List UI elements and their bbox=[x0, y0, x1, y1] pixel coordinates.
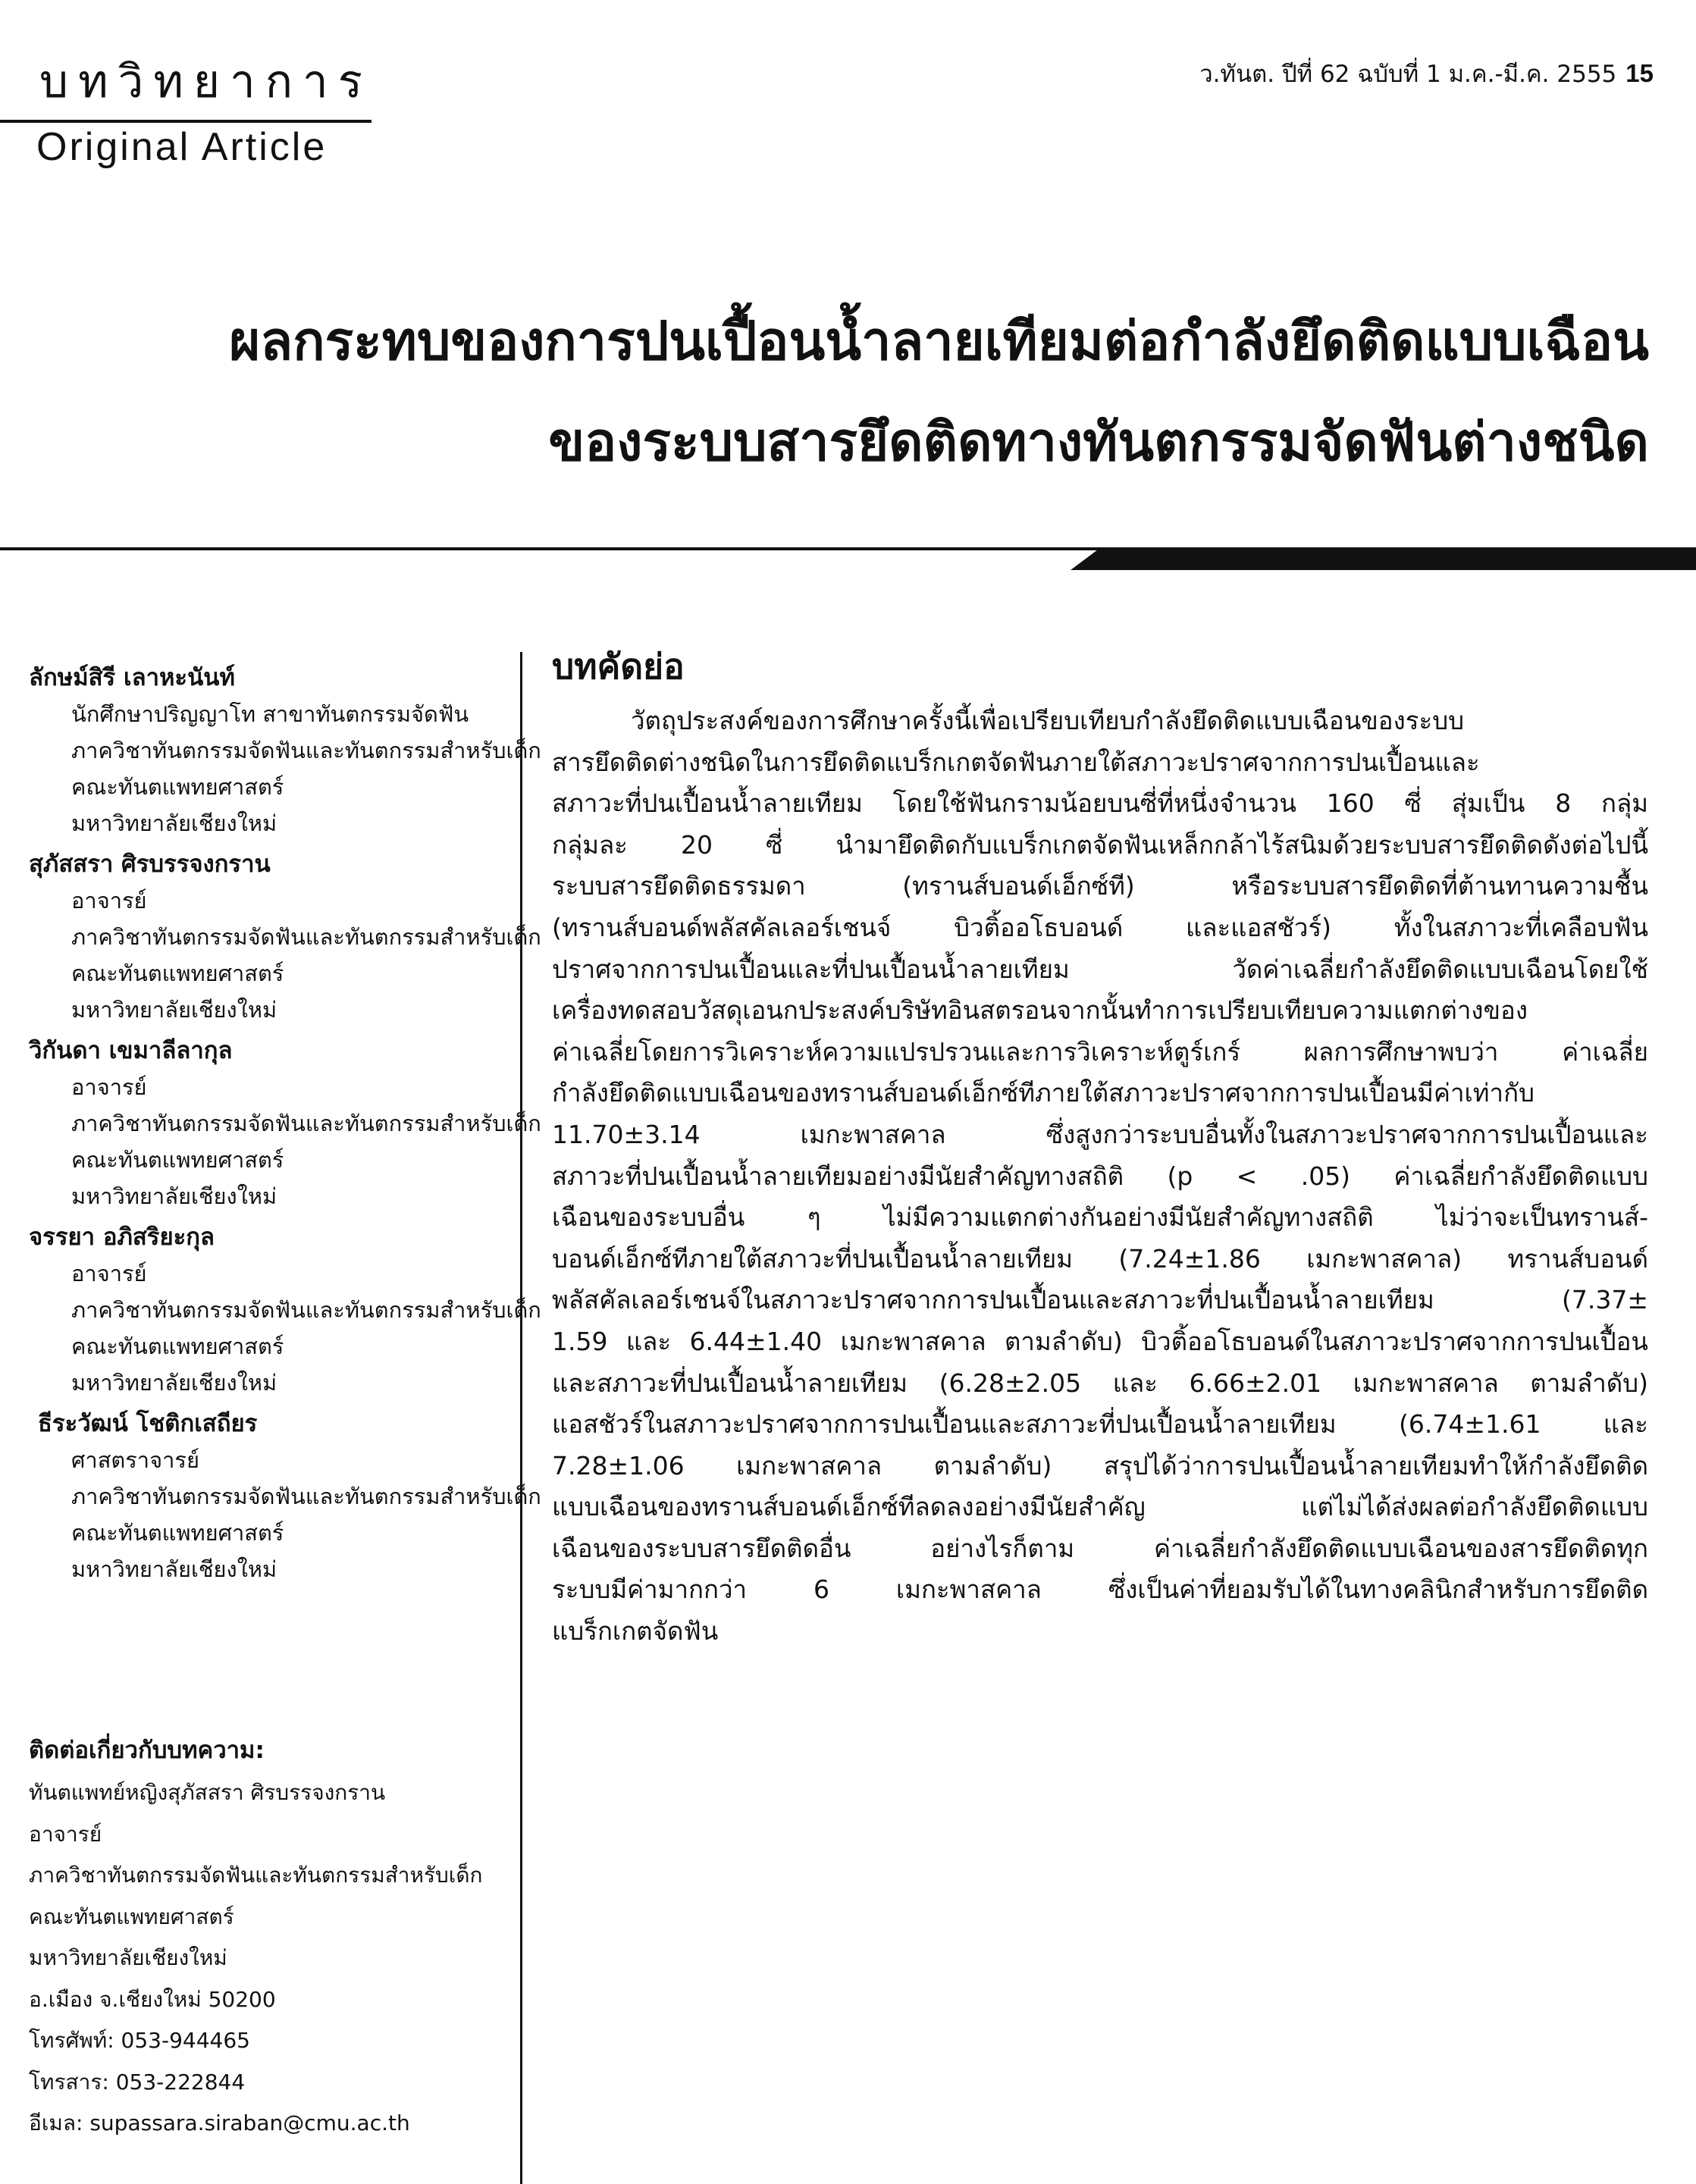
abstract-line: 11.70±3.14 เมกะพาสคาล ซึ่งสูงกว่าระบบอื่นทั้งในสภาวะปราศจากการปนเปื้อนและ bbox=[552, 1119, 1648, 1149]
author-name: ลักษม์สิรี เลาหะนันท์ bbox=[29, 664, 235, 691]
author-affiliation-line: คณะทันตแพทยศาสตร์ bbox=[71, 1520, 284, 1546]
contact-line: มหาวิทยาลัยเชียงใหม่ bbox=[29, 1945, 227, 1970]
author-affiliation-line: อาจารย์ bbox=[71, 1074, 147, 1100]
author-entry bbox=[29, 846, 541, 1028]
abstract-line: เฉือนของระบบสารยึดติดอื่น อย่างไรก็ตาม ค่าเฉลี่ยกำลังยึดติดแบบเฉือนของสารยึดติดทุก bbox=[552, 1533, 1648, 1563]
category-rule bbox=[0, 120, 371, 123]
abstract-line: เฉือนของระบบอื่น ๆ ไม่มีความแตกต่างกันอย่างมีนัยสำคัญทางสถิติ ไม่ว่าจะเป็นทรานส์- bbox=[552, 1202, 1648, 1233]
abstract-line: บอนด์เอ็กซ์ทีภายใต้สภาวะที่ปนเปื้อนน้ำลายเทียม (7.24±1.86 เมกะพาสคาล) ทรานส์บอนด์ bbox=[552, 1243, 1648, 1274]
author-affiliation-line: มหาวิทยาลัยเชียงใหม่ bbox=[71, 810, 277, 836]
abstract-line: กลุ่มละ 20 ซี่ นำมายึดติดกับแบร็กเกตจัดฟันเหล็กกล้าไร้สนิมด้วยระบบสารยึดติดดังต่อไปนี้ bbox=[552, 829, 1648, 860]
abstract-line: สารยึดติดต่างชนิดในการยึดติดแบร็กเกตจัดฟันภายใต้สภาวะปราศจากการปนเปื้อนและ bbox=[552, 747, 1480, 777]
contact-block bbox=[29, 1728, 514, 2145]
category-thai: บทวิทยาการ bbox=[39, 55, 372, 108]
contact-line: โทรสาร: 053-222844 bbox=[29, 2069, 246, 2095]
author-affiliation-line: คณะทันตแพทยศาสตร์ bbox=[71, 1147, 284, 1173]
author-name: วิกันดา เขมาลีลากุล bbox=[29, 1037, 233, 1064]
abstract-line: พลัสคัลเลอร์เชนจ์ในสภาวะปราศจากการปนเปื้อนและสภาวะที่ปนเปื้อนน้ำลายเทียม (7.37± bbox=[552, 1285, 1648, 1315]
contact-line: ภาควิชาทันตกรรมจัดฟันและทันตกรรมสำหรับเด็ก bbox=[29, 1863, 483, 1888]
column-rule bbox=[520, 652, 522, 2184]
author-affiliation-line: ภาควิชาทันตกรรมจัดฟันและทันตกรรมสำหรับเด็ก bbox=[71, 1484, 541, 1509]
article-title-line-1: ผลกระทบของการปนเปื้อนน้ำลายเทียมต่อกำลังยึดติดแบบเฉือน bbox=[229, 310, 1649, 372]
contact-line: อ.เมือง จ.เชียงใหม่ 50200 bbox=[29, 1986, 276, 2012]
abstract-line: ค่าเฉลี่ยโดยการวิเคราะห์ความแปรปรวนและการวิเคราะห์ตูร์เกร์ ผลการศึกษาพบว่า ค่าเฉลี่ย bbox=[552, 1036, 1648, 1067]
author-affiliation-line: คณะทันตแพทยศาสตร์ bbox=[71, 774, 284, 800]
contact-line: คณะทันตแพทยศาสตร์ bbox=[29, 1904, 234, 1929]
page-number: 15 bbox=[1625, 59, 1654, 87]
author-affiliation-line: อาจารย์ bbox=[71, 1261, 147, 1286]
author-affiliation-line: ภาควิชาทันตกรรมจัดฟันและทันตกรรมสำหรับเด็ก bbox=[71, 738, 541, 763]
author-affiliation-line: ภาควิชาทันตกรรมจัดฟันและทันตกรรมสำหรับเด็ก bbox=[71, 1111, 541, 1136]
abstract-line: วัตถุประสงค์ของการศึกษาครั้งนี้เพื่อเปรียบเทียบกำลังยึดติดแบบเฉือนของระบบ bbox=[631, 706, 1465, 735]
author-entry bbox=[29, 1405, 541, 1587]
abstract-line: แบร็กเกตจัดฟัน bbox=[552, 1616, 719, 1647]
contact-lines bbox=[29, 1772, 514, 2145]
contact-line: อาจารย์ bbox=[29, 1821, 102, 1847]
category-english: Original Article bbox=[36, 125, 328, 169]
contact-line: โทรศัพท์: 053-944465 bbox=[29, 2028, 250, 2053]
abstract-line: แอสชัวร์ในสภาวะปราศจากการปนเปื้อนและสภาวะที่ปนเปื้อนน้ำลายเทียม (6.74±1.61 และ bbox=[552, 1409, 1648, 1440]
author-affiliation-line: อาจารย์ bbox=[71, 888, 147, 913]
author-affiliation-line: นักศึกษาปริญญาโท สาขาทันตกรรมจัดฟัน bbox=[71, 701, 469, 727]
abstract-line: และสภาวะที่ปนเปื้อนน้ำลายเทียม (6.28±2.05 และ 6.66±2.01 เมกะพาสคาล ตามลำดับ) bbox=[552, 1368, 1648, 1398]
abstract-line: ปราศจากการปนเปื้อนและที่ปนเปื้อนน้ำลายเทียม วัดค่าเฉลี่ยกำลังยึดติดแบบเฉือนโดยใช้ bbox=[552, 954, 1648, 984]
author-affiliation-line: มหาวิทยาลัยเชียงใหม่ bbox=[71, 997, 277, 1023]
author-list bbox=[29, 660, 541, 1592]
abstract-heading: บทคัดย่อ bbox=[552, 646, 685, 687]
abstract-line: ระบบมีค่ามากกว่า 6 เมกะพาสคาล ซึ่งเป็นค่าที่ยอมรับได้ในทางคลินิกสำหรับการยึดติด bbox=[552, 1575, 1648, 1605]
abstract-line: (ทรานส์บอนด์พลัสคัลเลอร์เชนจ์ บิวติ้ออโธบอนด์ และแอสชัวร์) ทั้งในสภาวะที่เคลือบฟัน bbox=[552, 912, 1648, 942]
title-divider bbox=[0, 547, 1696, 550]
abstract-line: แบบเฉือนของทรานส์บอนด์เอ็กซ์ทีลดลงอย่างมีนัยสำคัญ แต่ไม่ได้ส่งผลต่อกำลังยึดติดแบบ bbox=[552, 1492, 1648, 1522]
journal-citation: ว.ทันต. ปีที่ 62 ฉบับที่ 1 ม.ค.-มี.ค. 2555 bbox=[1199, 61, 1617, 88]
abstract-line: 7.28±1.06 เมกะพาสคาล ตามลำดับ) สรุปได้ว่าการปนเปื้อนน้ำลายเทียมทำให้กำลังยึดติด bbox=[552, 1450, 1648, 1481]
abstract-line: กำลังยึดติดแบบเฉือนของทรานส์บอนด์เอ็กซ์ทีภายใต้สภาวะปราศจากการปนเปื้อนมีค่าเท่ากับ bbox=[552, 1078, 1535, 1108]
abstract-line: เครื่องทดสอบวัสดุเอนกประสงค์บริษัทอินสตรอนจากนั้นทำการเปรียบเทียบความแตกต่างของ bbox=[552, 995, 1528, 1026]
contact-line: ทันตแพทย์หญิงสุภัสสรา ศิรบรรจงกราน bbox=[29, 1780, 386, 1805]
abstract-line: สภาวะที่ปนเปื้อนน้ำลายเทียม โดยใช้ฟันกรามน้อยบนซี่ที่หนึ่งจำนวน 160 ซี่ สุ่มเป็น 8 กลุ่ม bbox=[552, 788, 1648, 819]
author-affiliation-line: ภาควิชาทันตกรรมจัดฟันและทันตกรรมสำหรับเด็ก bbox=[71, 1297, 541, 1323]
author-affiliation-line: ภาควิชาทันตกรรมจัดฟันและทันตกรรมสำหรับเด็ก bbox=[71, 924, 541, 950]
contact-email: อีเมล: supassara.siraban@cmu.ac.th bbox=[29, 2110, 410, 2135]
author-name: สุภัสสรา ศิรบรรจงกราน bbox=[29, 851, 271, 878]
abstract-body bbox=[552, 700, 1648, 1653]
abstract-line: ระบบสารยึดติดธรรมดา (ทรานส์บอนด์เอ็กซ์ที) หรือระบบสารยึดติดที่ต้านทานความชื้น bbox=[552, 871, 1648, 901]
author-entry bbox=[29, 660, 541, 841]
author-entry bbox=[29, 1032, 541, 1214]
journal-header bbox=[1199, 55, 1654, 92]
contact-heading: ติดต่อเกี่ยวกับบทความ: bbox=[29, 1737, 265, 1764]
author-affiliation-line: มหาวิทยาลัยเชียงใหม่ bbox=[71, 1183, 277, 1209]
author-affiliation-line: มหาวิทยาลัยเชียงใหม่ bbox=[71, 1556, 277, 1582]
author-name: จรรยา อภิสริยะกุล bbox=[29, 1224, 215, 1251]
author-affiliation-line: คณะทันตแพทยศาสตร์ bbox=[71, 960, 284, 986]
abstract-line: 1.59 และ 6.44±1.40 เมกะพาสคาล ตามลำดับ) บิวติ้ออโธบอนด์ในสภาวะปราศจากการปนเปื้อน bbox=[552, 1326, 1648, 1356]
author-affiliation-line: ศาสตราจารย์ bbox=[71, 1447, 199, 1473]
abstract-line: สภาวะที่ปนเปื้อนน้ำลายเทียมอย่างมีนัยสำคัญทางสถิติ (p < .05) ค่าเฉลี่ยกำลังยึดติดแบบ bbox=[552, 1161, 1648, 1191]
author-affiliation-line: มหาวิทยาลัยเชียงใหม่ bbox=[71, 1370, 277, 1396]
author-affiliation-line: คณะทันตแพทยศาสตร์ bbox=[71, 1333, 284, 1359]
article-title-line-2: ของระบบสารยึดติดทางทันตกรรมจัดฟันต่างชนิด bbox=[548, 411, 1649, 473]
author-entry bbox=[29, 1219, 541, 1401]
author-name: ธีระวัฒน์ โชติกเสถียร bbox=[38, 1410, 258, 1437]
